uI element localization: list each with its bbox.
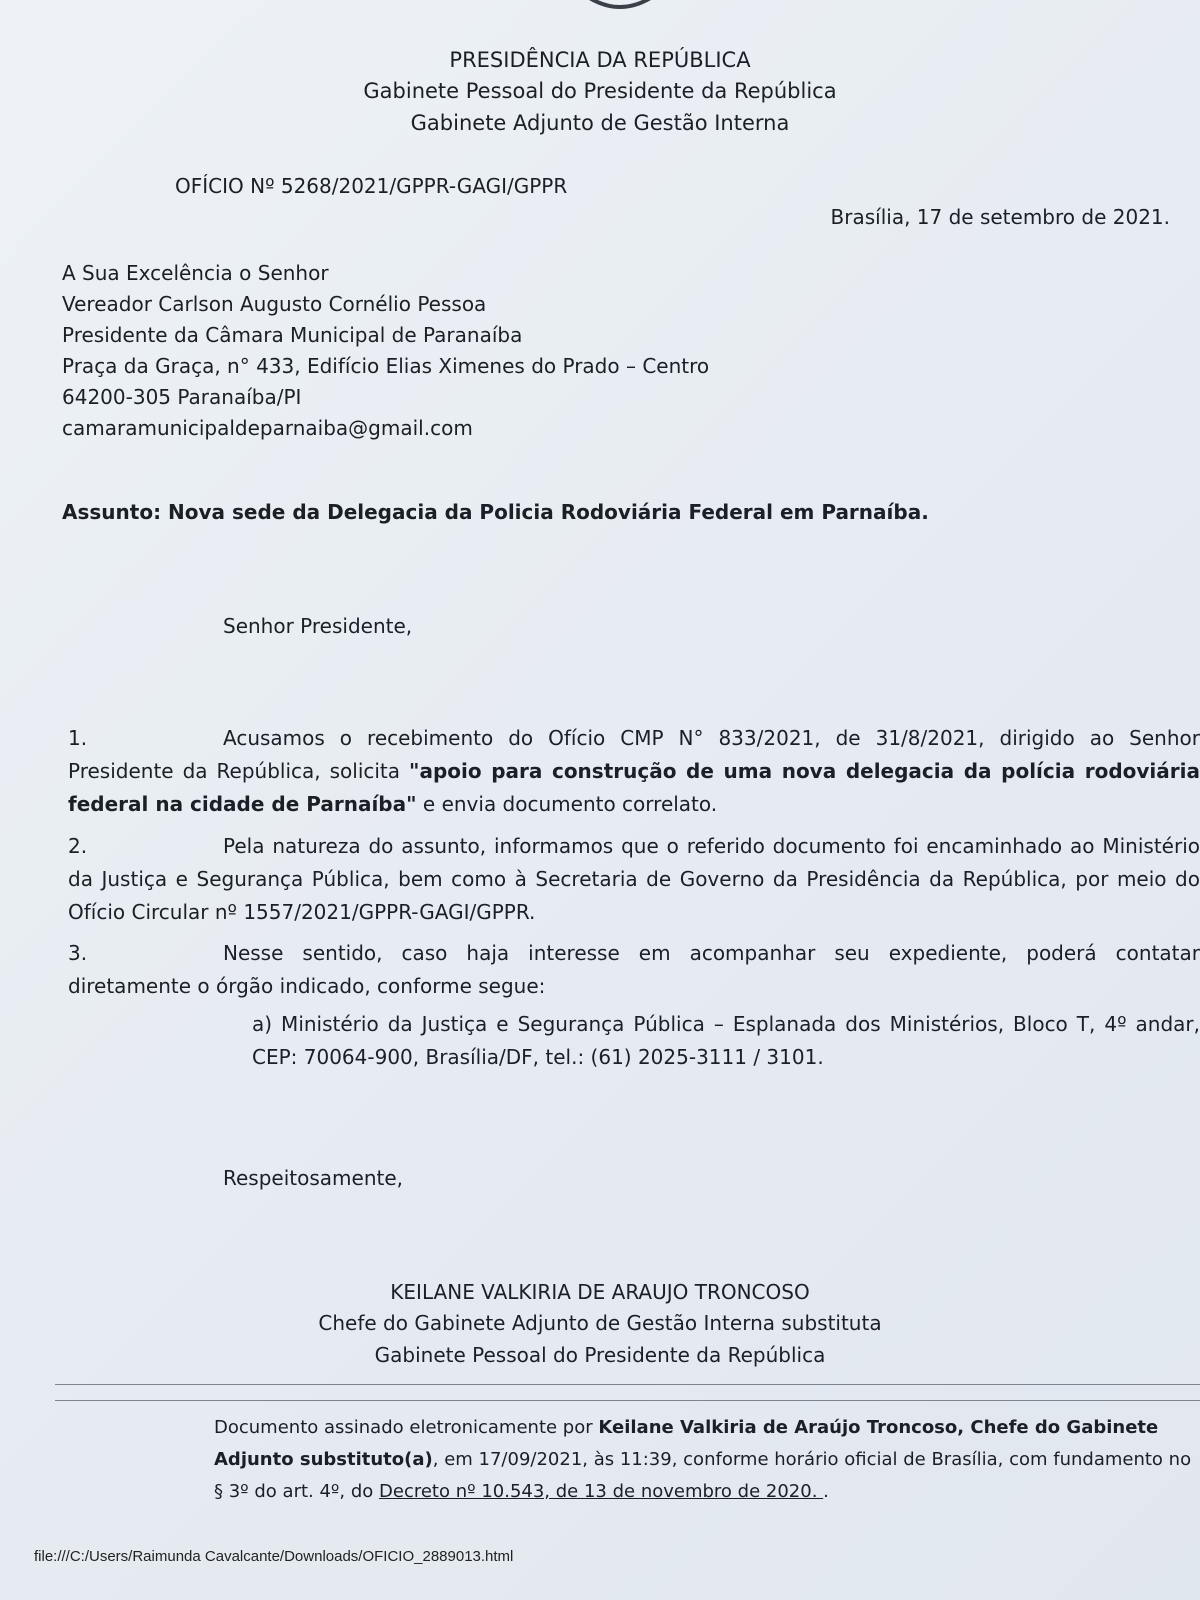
paragraph-2 (68, 830, 1200, 929)
recipient-email: camaramunicipaldeparnaiba@gmail.com (62, 416, 473, 440)
recipient-line: Presidente da Câmara Municipal de Paranaíba (62, 323, 523, 347)
subject-line: Assunto: Nova sede da Delegacia da Policia Rodoviária Federal em Parnaíba. (62, 500, 929, 524)
signatory-office: Gabinete Pessoal do Presidente da República (374, 1343, 826, 1367)
oficio-number: OFÍCIO Nº 5268/2021/GPPR-GAGI/GPPR (175, 174, 568, 198)
paragraph-number: 1. (68, 726, 88, 750)
contact-item: a) Ministério da Justiça e Segurança Pública – Esplanada dos Ministérios, Bloco T, 4º andar, CEP: 70064-900, Brasília/DF, tel.: (61) 2025-3111 / 3101. (252, 1012, 1200, 1069)
decree-link[interactable]: Decreto nº 10.543, de 13 de novembro de 2020. (379, 1481, 824, 1502)
recipient-line: Vereador Carlson Augusto Cornélio Pessoa (62, 292, 487, 316)
greeting: Senhor Presidente, (223, 614, 413, 638)
paragraph-3 (68, 937, 1200, 1003)
footer-text: Documento assinado eletronicamente por (214, 1417, 599, 1438)
coat-of-arms-emblem (555, 0, 685, 22)
paragraph-number: 3. (68, 941, 88, 965)
closing: Respeitosamente, (223, 1166, 403, 1190)
paragraph-text: Nesse sentido, caso haja interesse em acompanhar seu expediente, poderá contatar diretamente o órgão indicado, conforme segue: (68, 941, 1200, 998)
footer-signer: Keilane Valkiria de Araújo Troncoso, Chefe do Gabinete Adjunto substituto(a) (214, 1417, 1159, 1470)
divider (55, 1384, 1200, 1385)
paragraph-1 (68, 722, 1200, 821)
file-path: file:///C:/Users/Raimunda Cavalcante/Downloads/OFICIO_2889013.html (34, 1548, 514, 1565)
paragraph-text: Acusamos o recebimento do Ofício CMP N° 833/2021, de 31/8/2021, dirigido ao Senhor Presidente da República, solicita (68, 726, 1200, 783)
paragraph-number: 2. (68, 834, 88, 858)
paragraph-quote: "apoio para construção de uma nova delegacia da polícia rodoviária federal na cidade de Parnaíba" (68, 759, 1200, 816)
header-line-2: Gabinete Pessoal do Presidente da República (363, 79, 837, 103)
footer-text: , em 17/09/2021, às 11:39, conforme horário oficial de Brasília, com fundamento no § 3º do art. 4º, do (214, 1449, 1192, 1502)
document-date: Brasília, 17 de setembro de 2021. (830, 205, 1170, 229)
divider (55, 1400, 1200, 1401)
recipient-line: A Sua Excelência o Senhor (62, 261, 329, 285)
recipient-line: Praça da Graça, n° 433, Edifício Elias Ximenes do Prado – Centro (62, 354, 710, 378)
signatory-role: Chefe do Gabinete Adjunto de Gestão Interna substituta (318, 1311, 882, 1335)
paragraph-text: e envia documento correlato. (416, 792, 718, 816)
recipient-block (62, 258, 709, 444)
header-line-1: PRESIDÊNCIA DA REPÚBLICA (449, 48, 751, 72)
paragraph-text: Pela natureza do assunto, informamos que o referido documento foi encaminhado ao Ministério da Justiça e Segurança Pública, bem como à Secretaria de Governo da Presidência da República, por meio do Ofício Circular nº 1557/2021/GPPR-GAGI/GPPR. (68, 834, 1200, 924)
header-line-3: Gabinete Adjunto de Gestão Interna (410, 111, 790, 135)
electronic-signature-note (214, 1412, 1200, 1508)
recipient-line: 64200-305 Paranaíba/PI (62, 385, 302, 409)
footer-text: . (823, 1481, 829, 1502)
signatory-name: KEILANE VALKIRIA DE ARAUJO TRONCOSO (390, 1280, 810, 1304)
